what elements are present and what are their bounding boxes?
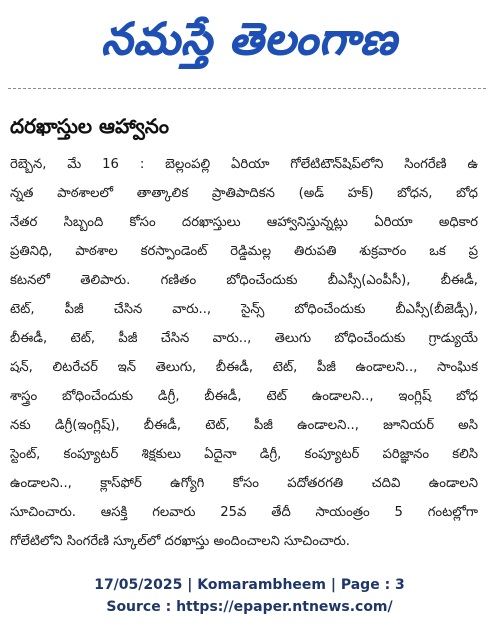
- article-line: షన్, లిటరేచర్ ఇన్ తెలుగు, బీఈడీ, టెట్, పీజీ ఉండాలని.., సాంఘిక: [10, 360, 478, 375]
- article-line: బీఈడీ, టెట్, పీజీ చేసిన వారు.., తెలుగు బోధించేందుకు గ్రాడ్యుయే: [10, 331, 478, 346]
- masthead: [0, 0, 499, 80]
- article-line: కటనలో తెలిపారు. గణితం బోధించేందుకు బీఎస్సీ(ఎంపీసీ), బీఈడీ,: [10, 273, 478, 288]
- article-line: సూచించారు. ఆసక్తి గలవారు 25వ తేదీ సాయంత్రం 5 గంటల్లోగా: [10, 505, 478, 520]
- article-line: ప్రతినిధి, పాఠశాల కరస్పాండెంట్ రెడ్డిమల్ల తిరుపతి శుక్రవారం ఒక ప్ర: [10, 244, 478, 259]
- edition-info: 17/05/2025 | Komarambheem | Page : 3: [94, 577, 405, 593]
- source-info: Source : https://epaper.ntnews.com/: [106, 599, 393, 615]
- article-line: స్టెంట్, కంప్యూటర్ శిక్షకులు ఏదైనా డిగ్రీ, కంప్యూటర్ పరిజ్ఞానం కలిసి: [10, 447, 478, 462]
- page-footer: [0, 574, 499, 618]
- newspaper-logo: నమస్తే తెలంగాణ: [101, 14, 398, 65]
- article-line: న్నత పాఠశాలలో తాత్కాలిక ప్రాతిపాదికన (అడ్ హక్) బోధన, బోధ: [10, 186, 478, 201]
- article-line: రెబ్బెన, మే 16 : బెల్లంపల్లి ఏరియా గోలేటిటౌన్‌షిప్‌లోని సింగరేణి ఉ: [10, 157, 478, 172]
- article-headline: దరఖాస్తుల ఆహ్వానం: [10, 114, 169, 138]
- article-line: ఉండాలని.., క్లాస్‌ఫోర్ ఉగ్యోగి కోసం పదోతరగతి చదివి ఉండాలని: [10, 476, 478, 491]
- article-line: శాస్త్రం బోధించేందుకు డిగ్రీ, బీఈడీ, టెట్ ఉండాలని.., ఇంగ్లిష్ బోధ: [10, 389, 478, 404]
- article-line: గోలేటిలోని సింగరేణి స్కూల్‌లో దరఖాస్తు అందించాలని సూచించారు.: [10, 534, 350, 549]
- article-line: టెట్, పీజీ చేసిన వారు.., సైన్స్ బోధించేందుకు బీఎస్సీ(బీజెడ్సీ),: [10, 302, 478, 317]
- masthead-divider: [8, 88, 486, 89]
- article-line: నేతర సిబ్బంది కోసం దరఖాస్తులు ఆహ్వానిస్తున్నట్లు ఏరియా అధికార: [10, 215, 478, 230]
- article-line: నకు డిగ్రీ(ఇంగ్లిష్), బీఈడీ, టెట్, పీజీ ఉండాలని.., జూనియర్ అసి: [10, 418, 478, 433]
- article-body: [10, 150, 478, 556]
